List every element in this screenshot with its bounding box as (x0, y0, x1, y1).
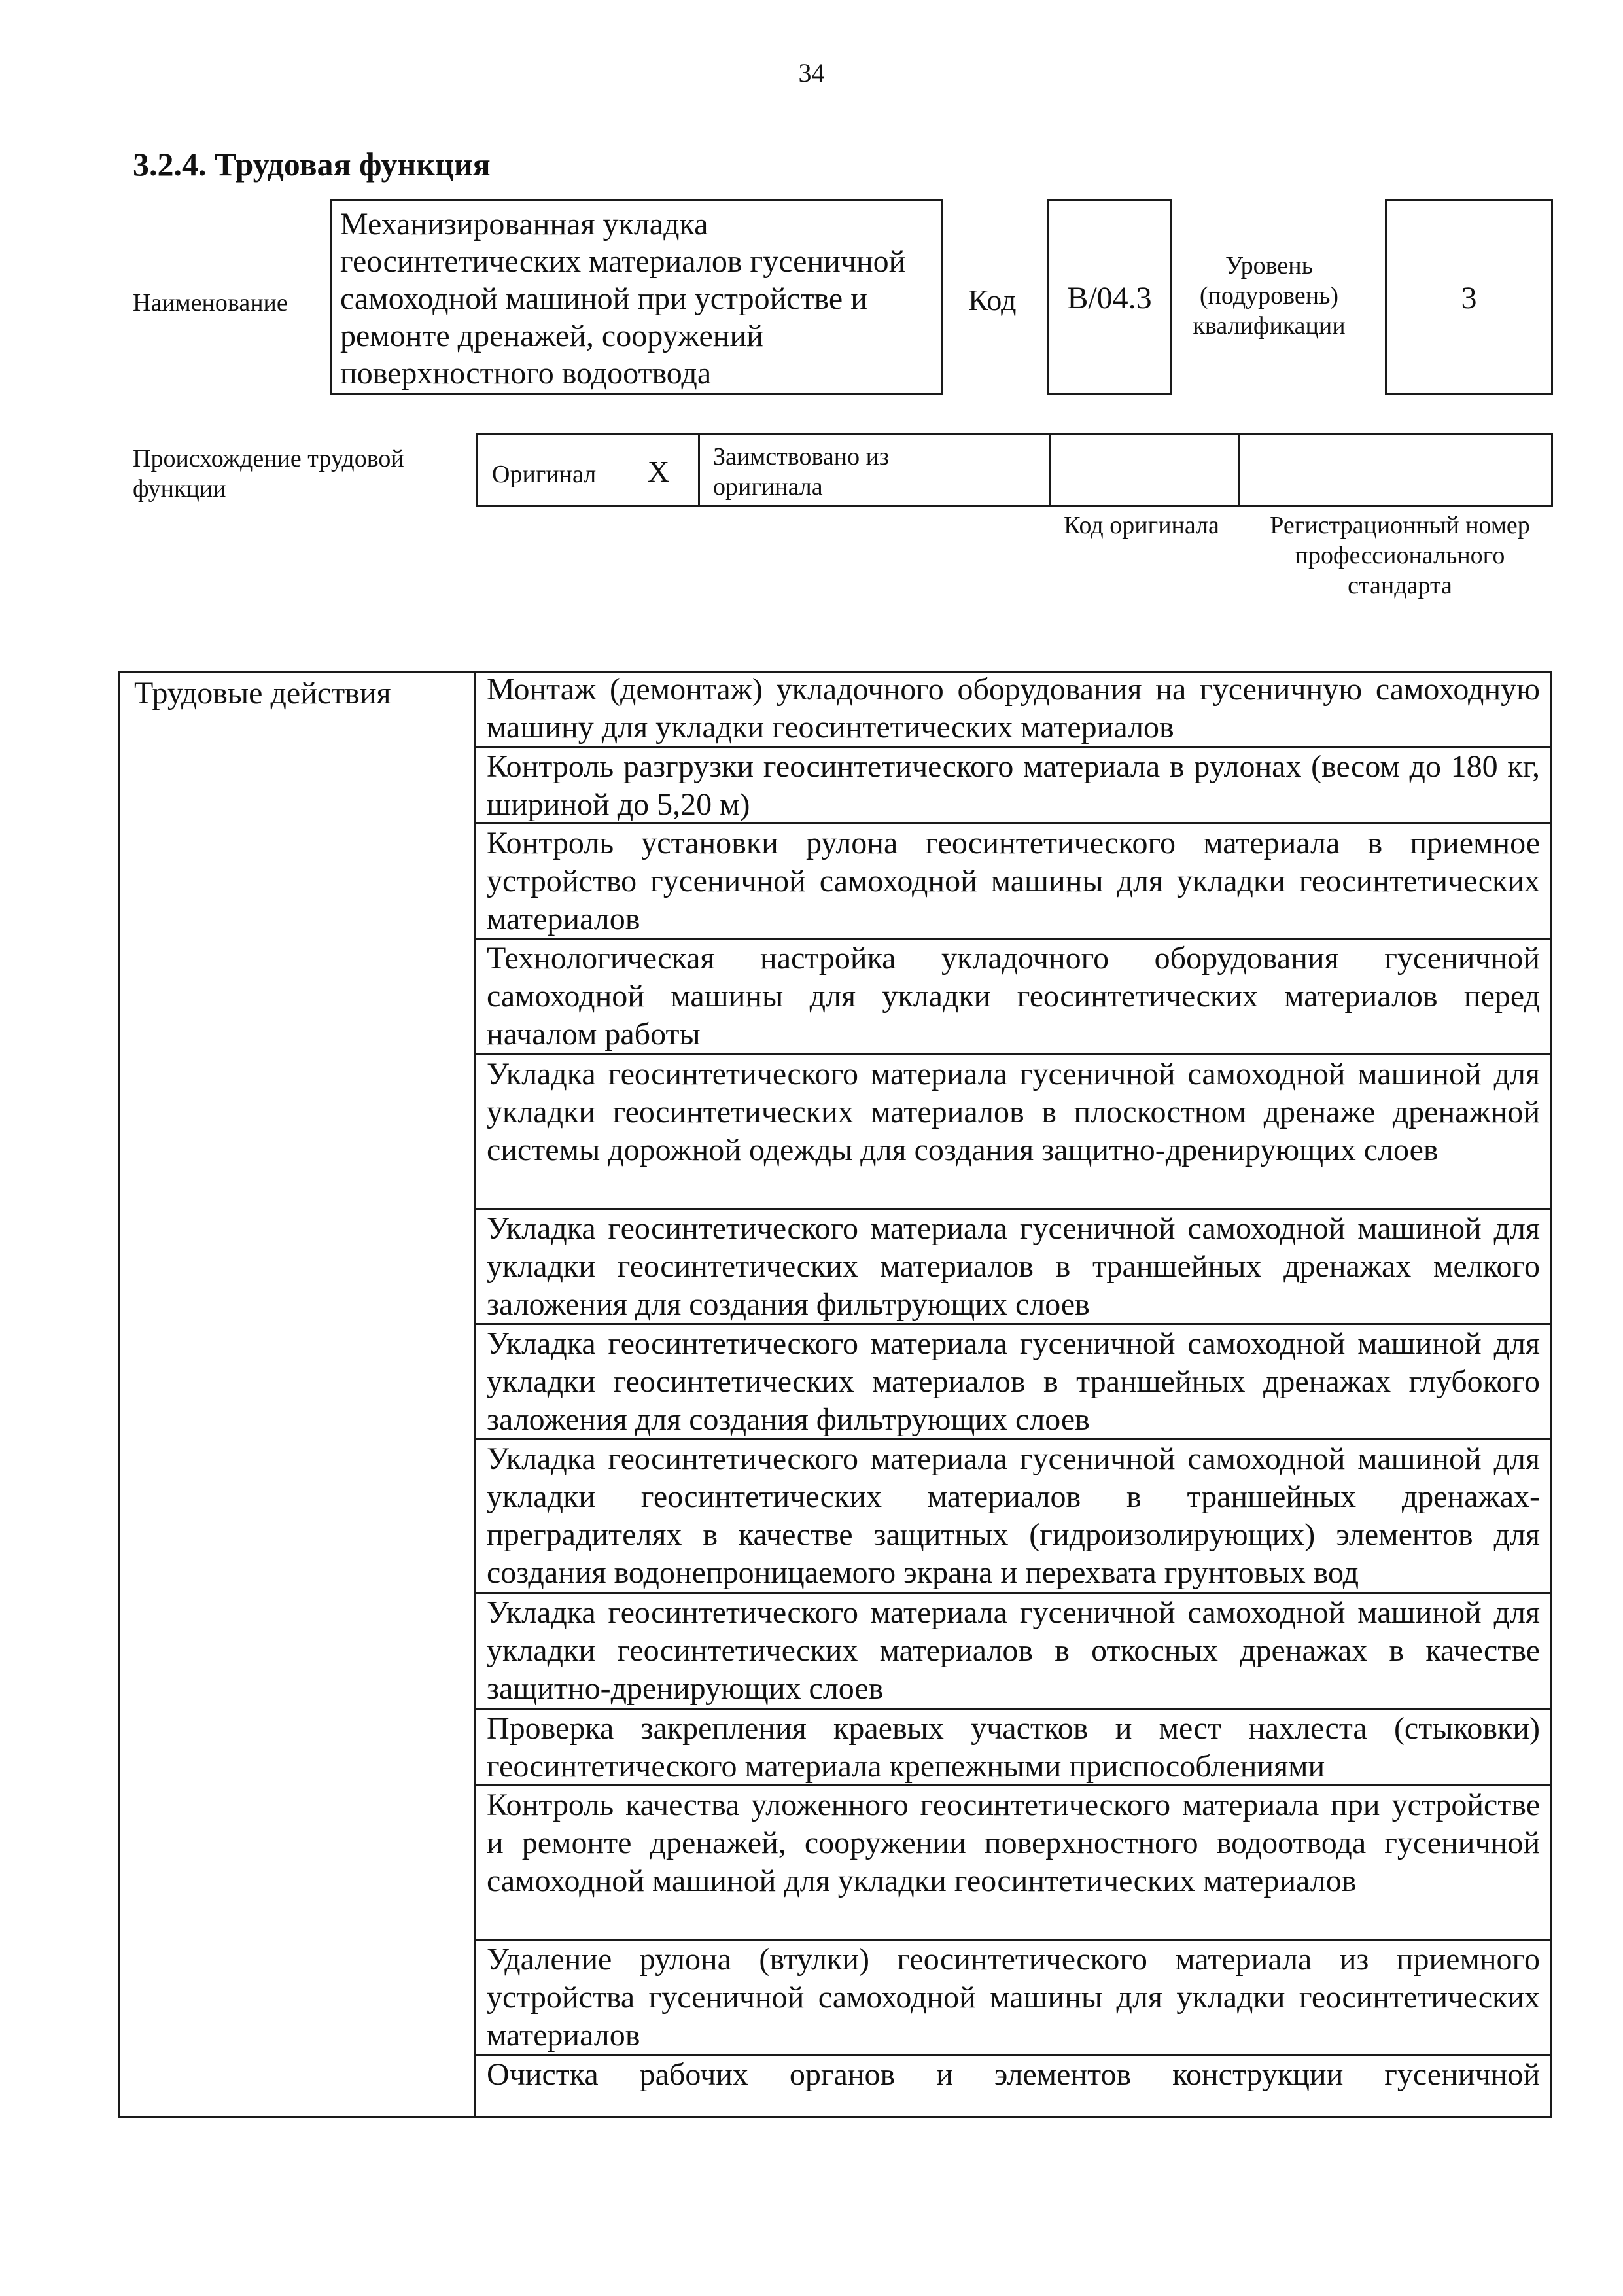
action-item: Контроль установки рулона геосинтетического материала в приемное устройство гусеничной самоходной машины для укладки геосинтетических материалов (487, 826, 1540, 936)
original-mark: X (648, 455, 670, 488)
action-item: Укладка геосинтетического материала гусеничной самоходной машиной для укладки геосинтетических материалов в плоскостном дренаже дренажной системы дорожной одежды для создания защитно-дренирующих слоев (487, 1057, 1540, 1167)
name-value: Механизированная укладка геосинтетических материалов гусеничной самоходной машиной при устройстве и ремонте дренажей, сооружений поверхностного водоотвода (340, 207, 906, 391)
action-item: Укладка геосинтетического материала гусеничной самоходной машиной для укладки геосинтетических материалов в откосных дренажах в качестве защитно-дренирующих слоев (487, 1595, 1540, 1706)
code-label: Код (968, 283, 1017, 317)
origin-divider-2 (1049, 433, 1051, 507)
origin-label: Происхождение трудовой функции (133, 445, 404, 503)
origin-divider-1 (698, 433, 700, 507)
action-item: Очистка рабочих органов и элементов конструкции гусеничной (487, 2057, 1540, 2092)
action-item: Технологическая настройка укладочного оборудования гусеничной самоходной машины для укладки геосинтетических материалов перед началом работы (487, 941, 1540, 1051)
reg-number-caption: Регистрационный номер профессионального стандарта (1270, 512, 1530, 599)
original-code-caption: Код оригинала (1064, 512, 1219, 539)
original-label: Оригинал (492, 461, 597, 488)
borrowed-label: Заимствовано из оригинала (713, 443, 889, 501)
section-title: 3.2.4. Трудовая функция (133, 146, 491, 183)
page-number: 34 (798, 58, 825, 88)
actions-label: Трудовые действия (134, 676, 391, 711)
origin-table (476, 433, 1553, 507)
code-value: B/04.3 (1067, 281, 1152, 315)
origin-divider-3 (1238, 433, 1240, 507)
level-label: Уровень (подуровень) квалификации (1193, 252, 1346, 340)
action-item: Проверка закрепления краевых участков и мест нахлеста (стыковки) геосинтетического материала крепежными приспособлениями (487, 1711, 1540, 1784)
action-item: Укладка геосинтетического материала гусеничной самоходной машиной для укладки геосинтетических материалов в траншейных дренажах глубокого заложения для создания фильтрующих слоев (487, 1326, 1540, 1437)
action-item: Контроль качества уложенного геосинтетического материала при устройстве и ремонте дренажей, сооружении поверхностного водоотвода гусеничной самоходной машиной для укладки геосинтетических материалов (487, 1788, 1540, 1898)
action-item: Контроль разгрузки геосинтетического материала в рулонах (весом до 180 кг, шириной до 5,20 м) (487, 749, 1540, 822)
action-item: Монтаж (демонтаж) укладочного оборудования на гусеничную самоходную машину для укладки геосинтетических материалов (487, 672, 1540, 745)
level-value: 3 (1461, 281, 1477, 315)
action-item: Удаление рулона (втулки) геосинтетического материала из приемного устройства гусеничной самоходной машины для укладки геосинтетических материалов (487, 1942, 1540, 2053)
action-item: Укладка геосинтетического материала гусеничной самоходной машиной для укладки геосинтетических материалов в траншейных дренажах-преградителях в качестве защитных (гидроизолирующих) элементов для создания водонепроницаемого экрана и перехвата грунтовых вод (487, 1441, 1540, 1590)
action-item: Укладка геосинтетического материала гусеничной самоходной машиной для укладки геосинтетических материалов в траншейных дренажах мелкого заложения для создания фильтрующих слоев (487, 1211, 1540, 1322)
name-label: Наименование (133, 289, 288, 317)
